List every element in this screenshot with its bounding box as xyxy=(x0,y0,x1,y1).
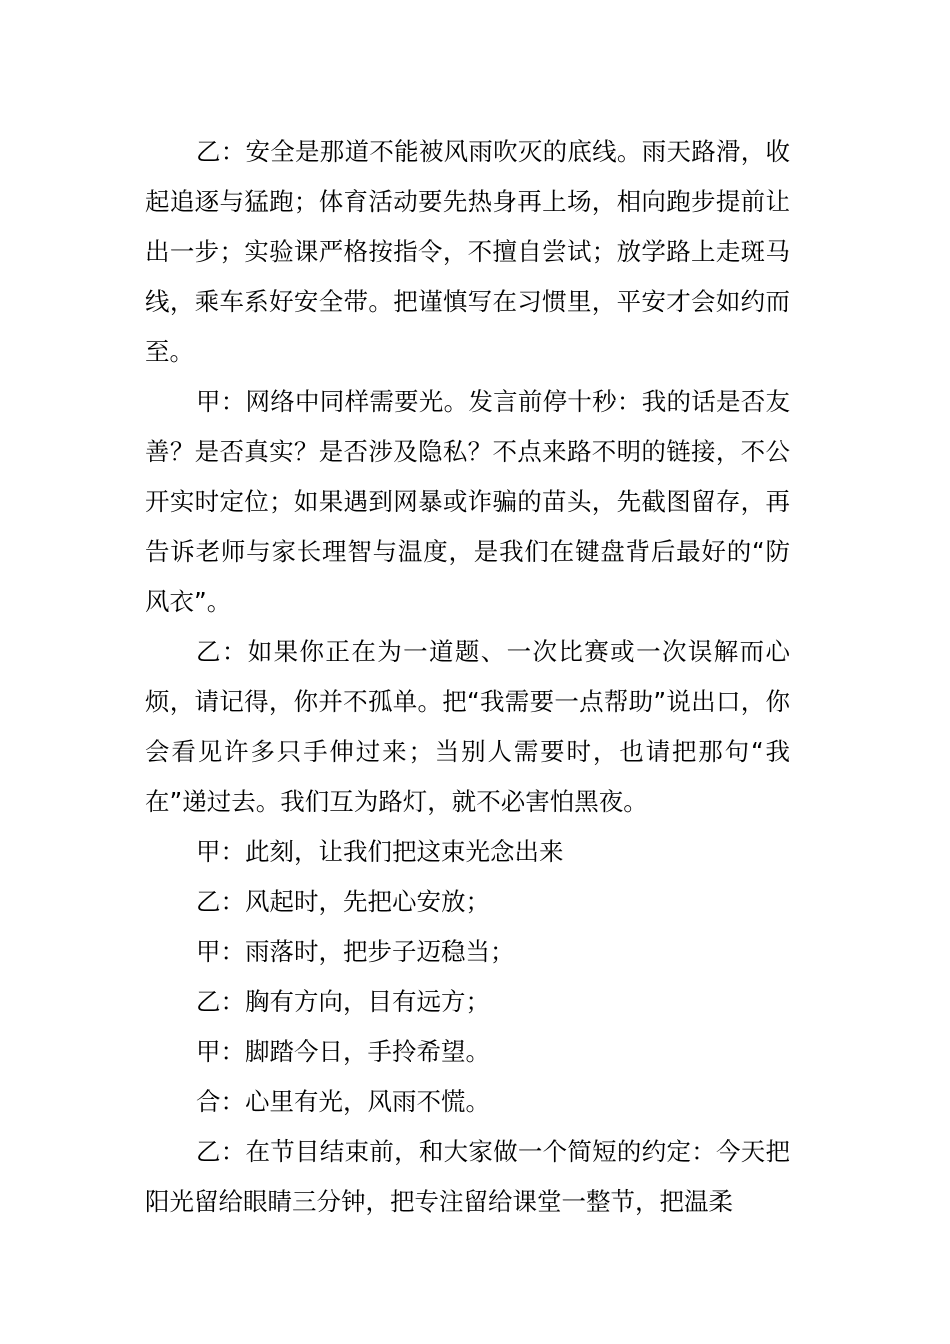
paragraph-safety: 乙：安全是那道不能被风雨吹灭的底线。雨天路滑，收起追逐与猛跑；体育活动要先热身再上场，相向跑步提前让出一步；实验课严格按指令，不擅自尝试；放学路上走斑马线，乘车系好安全带。把谨慎写在习惯里，平安才会如约而至。 xyxy=(145,137,790,366)
paragraph-recite-intro: 甲：此刻，让我们把这束光念出来 xyxy=(196,837,564,866)
paragraph-recite-line: 乙：风起时，先把心安放； xyxy=(196,887,490,916)
paragraph-recite-line: 乙：胸有方向，目有远方； xyxy=(196,987,490,1016)
paragraph-help: 乙：如果你正在为一道题、一次比赛或一次误解而心烦，请记得，你并不孤单。把“我需要一点帮助”说出口，你会看见许多只手伸过来；当别人需要时，也请把那句“我在”递过去。我们互为路灯，就不必害怕黑夜。 xyxy=(145,637,790,816)
paragraph-recite-line: 合：心里有光，风雨不慌。 xyxy=(196,1087,490,1116)
paragraph-online: 甲：网络中同样需要光。发言前停十秒：我的话是否友善？是否真实？是否涉及隐私？不点来路不明的链接，不公开实时定位；如果遇到网暴或诈骗的苗头，先截图留存，再告诉老师与家长理智与温度，是我们在键盘背后最好的“防风衣”。 xyxy=(145,387,790,616)
paragraph-recite-line: 甲：雨落时，把步子迈稳当； xyxy=(196,937,515,966)
paragraph-recite-line: 甲：脚踏今日，手拎希望。 xyxy=(196,1037,490,1066)
paragraph-closing: 乙：在节目结束前，和大家做一个简短的约定：今天把阳光留给眼睛三分钟，把专注留给课堂一整节，把温柔 xyxy=(145,1137,790,1216)
document-body xyxy=(145,127,790,1227)
